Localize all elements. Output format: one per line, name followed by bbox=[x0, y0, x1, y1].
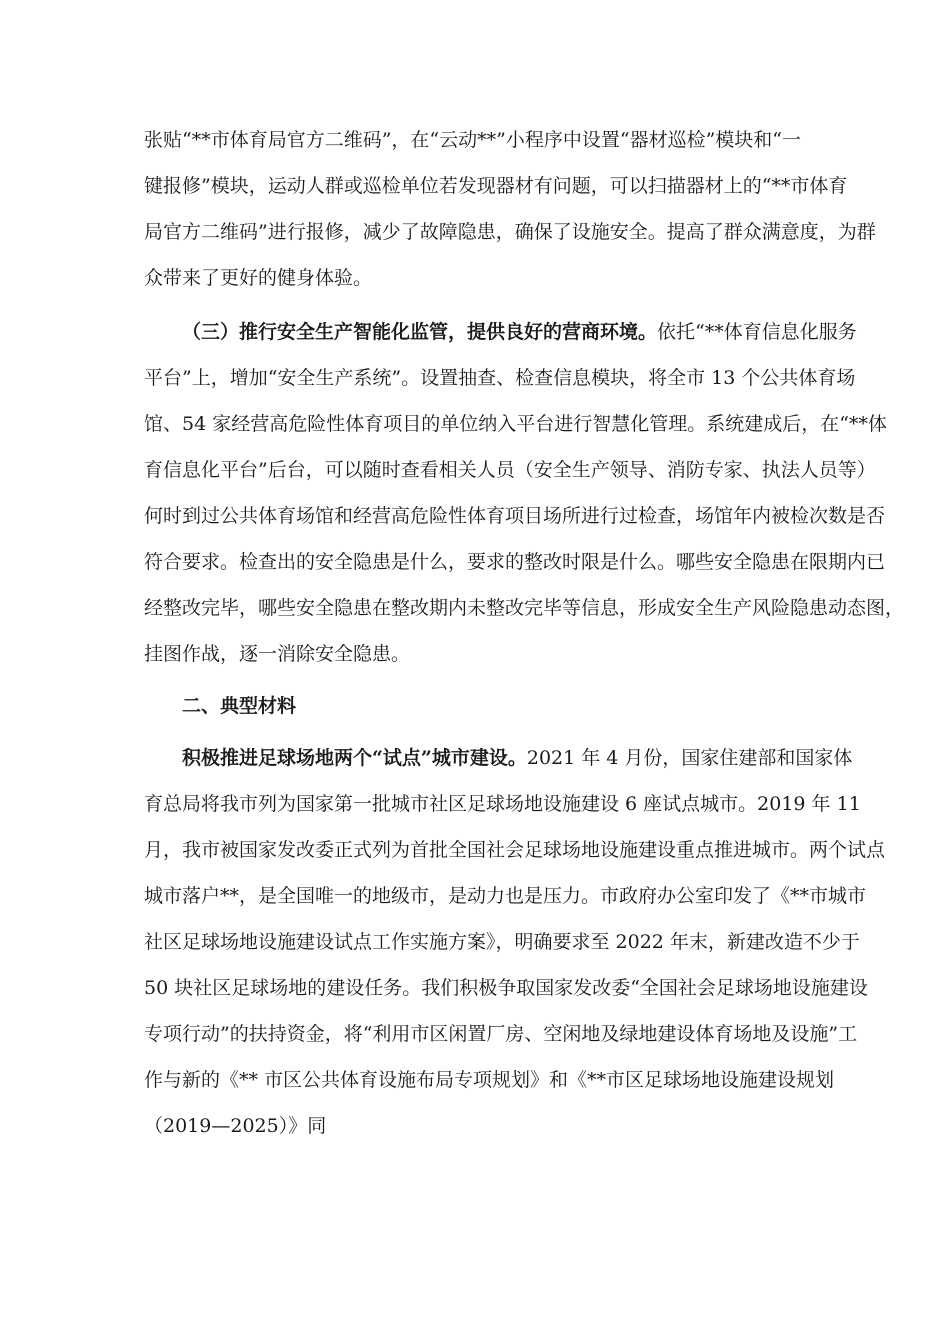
paragraph-3-line-1 bbox=[182, 746, 854, 770]
paragraph-2-heading: （三）推行安全生产智能化监管，提供良好的营商环境。 bbox=[182, 321, 658, 343]
paragraph-2-line-3: 馆、54 家经营高危险性体育项目的单位纳入平台进行智慧化管理。系统建成后，在“**体 bbox=[144, 413, 887, 435]
paragraph-3-line-9: （2019—2025）》同 bbox=[144, 1115, 327, 1137]
section-2-title: 二、典型材料 bbox=[182, 695, 297, 717]
paragraph-1-line-2: 键报修”模块，运动人群或巡检单位若发现器材有问题，可以扫描器材上的“**市体育 bbox=[144, 175, 848, 197]
paragraph-2-line-8: 挂图作战，逐一消除安全隐患。 bbox=[144, 643, 411, 665]
paragraph-3-line-8: 作与新的《** 市区公共体育设施布局专项规划》和《**市区足球场地设施建设规划 bbox=[144, 1069, 835, 1091]
paragraph-3-line-5: 社区足球场地设施建设试点工作实施方案》，明确要求至 2022 年末，新建改造不少于 bbox=[144, 931, 860, 953]
paragraph-2-first-line-rest: 依托“**体育信息化服务 bbox=[657, 321, 857, 343]
paragraph-3-line-3: 月，我市被国家发改委正式列为首批全国社会足球场地设施建设重点推进城市。两个试点 bbox=[144, 839, 886, 861]
paragraph-1-line-3: 局官方二维码”进行报修，减少了故障隐患，确保了设施安全。提高了群众满意度，为群 bbox=[144, 221, 876, 243]
paragraph-3-line-2: 育总局将我市列为国家第一批城市社区足球场地设施建设 6 座试点城市。2019 年 11 bbox=[144, 793, 861, 815]
paragraph-2-line-1 bbox=[182, 320, 857, 344]
paragraph-3-line-4: 城市落户**，是全国唯一的地级市，是动力也是压力。市政府办公室印发了《**市城市 bbox=[144, 885, 867, 907]
paragraph-1-line-4: 众带来了更好的健身体验。 bbox=[144, 267, 373, 289]
paragraph-3-first-line-rest: 2021 年 4 月份，国家住建部和国家体 bbox=[526, 747, 853, 769]
paragraph-2-line-7: 经整改完毕，哪些安全隐患在整改期内未整改完毕等信息，形成安全生产风险隐患动态图， bbox=[144, 597, 905, 619]
paragraph-2-line-4: 育信息化平台”后台，可以随时查看相关人员（安全生产领导、消防专家、执法人员等） bbox=[144, 459, 876, 481]
paragraph-2-line-5: 何时到过公共体育场馆和经营高危险性体育项目场所进行过检查，场馆年内被检次数是否 bbox=[144, 505, 886, 527]
paragraph-1-line-1: 张贴“**市体育局官方二维码”，在“云动**”小程序中设置“器材巡检”模块和“一 bbox=[144, 129, 801, 151]
paragraph-2-line-2: 平台”上，增加“安全生产系统”。设置抽查、检查信息模块，将全市 13 个公共体育场 bbox=[144, 367, 856, 389]
paragraph-3-heading: 积极推进足球场地两个“试点”城市建设。 bbox=[182, 747, 527, 769]
paragraph-3-line-6: 50 块社区足球场地的建设任务。我们积极争取国家发改委“全国社会足球场地设施建设 bbox=[144, 977, 868, 999]
paragraph-2-line-6: 符合要求。检查出的安全隐患是什么，要求的整改时限是什么。哪些安全隐患在限期内已 bbox=[144, 551, 886, 573]
paragraph-3-line-7: 专项行动”的扶持资金，将“利用市区闲置厂房、空闲地及绿地建设体育场地及设施”工 bbox=[144, 1023, 858, 1045]
